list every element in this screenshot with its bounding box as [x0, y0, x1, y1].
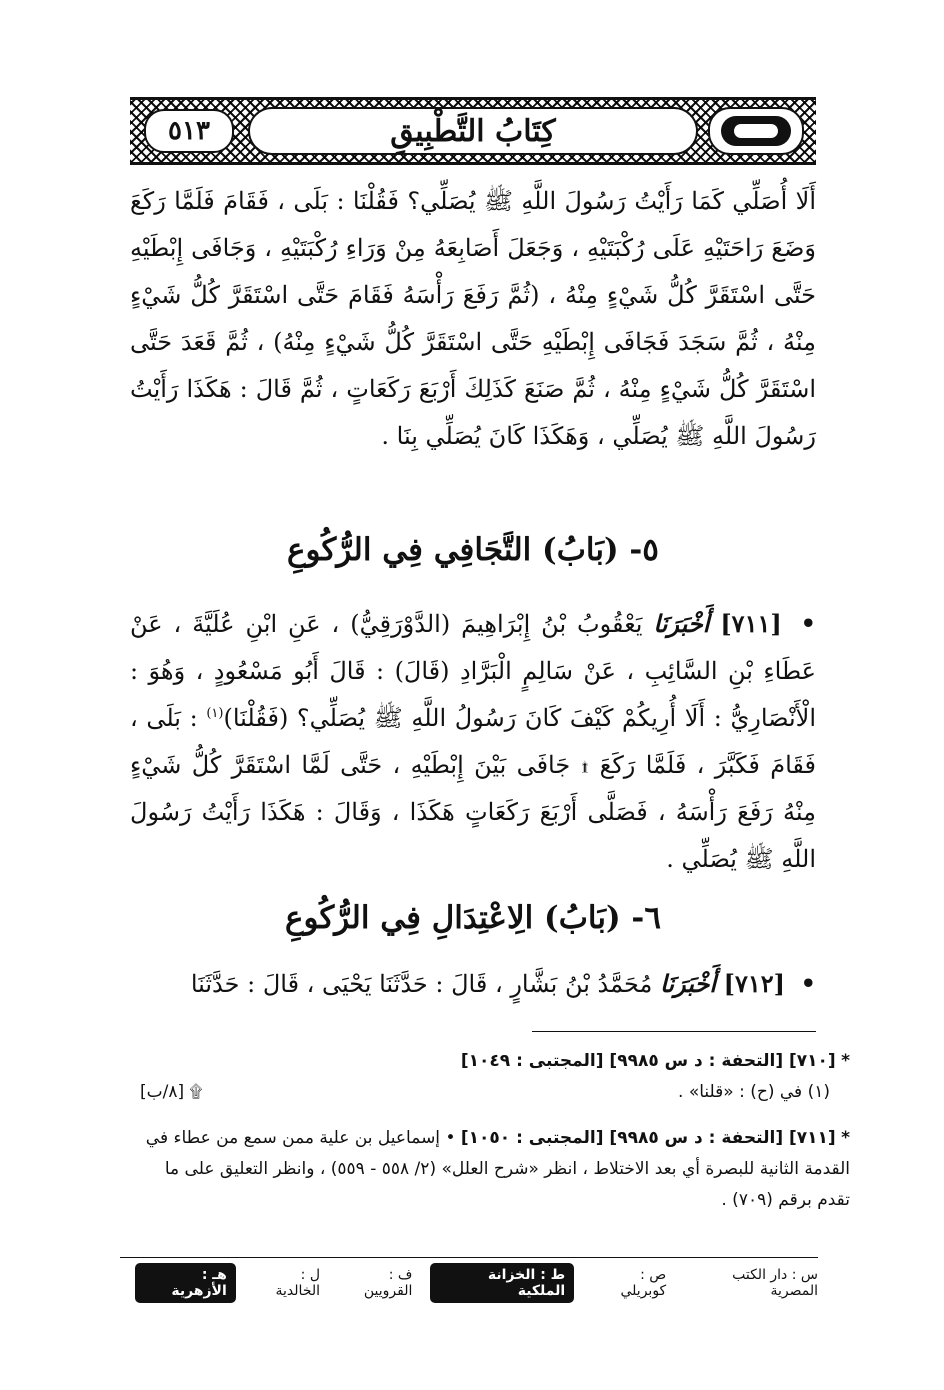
- hadith-710-continuation: [130, 178, 816, 460]
- folio-marker: ۩ [٨/ب]: [140, 1082, 203, 1102]
- legend-item-s: س : دار الكتب المصرية: [732, 1267, 818, 1299]
- footnote-710-details: [130, 1077, 850, 1108]
- bullet-icon: •: [800, 609, 816, 638]
- legend-separator: [120, 1257, 818, 1258]
- hadith-711-paragraph: [130, 600, 816, 883]
- book-title: كِتَابُ التَّطْبِيقِ: [390, 113, 556, 149]
- hadith-711: [130, 600, 816, 883]
- chapter-heading-5: ٥- (بَابُ) التَّجَافِي فِي الرُّكُوعِ: [287, 532, 659, 568]
- hadith-711-text-b: : بَلَى ، فَقَامَ فَكَبَّرَ ، فَلَمَّا رَكَعَ ۩ جَافَى بَيْنَ إِبْطَيْهِ ، حَتَّى لَمَّا اسْتَقَرَّ كُلُّ شَيْءٍ مِنْهُ رَفَعَ رَأْسَهُ ، فَصَلَّى أَرْبَعَ رَكَعَاتٍ هَكَذَا ، وَقَالَ : هَكَذَا رَأَيْتُ رَسُولَ اللَّهِ ﷺ يُصَلِّي .: [130, 704, 817, 873]
- legend-item-l: ل : الخالدية: [275, 1267, 321, 1299]
- footnote-710: [130, 1046, 850, 1077]
- akhbarana-word: أَخْبَرَنَا: [660, 969, 716, 998]
- footnote-711-ref: [٧١١] [التحفة : د س ٩٩٨٥] [المجتبى : ١٠٥٠]: [460, 1128, 836, 1148]
- hadith-number: [٧١١]: [720, 609, 782, 638]
- footnote-row: [140, 1077, 850, 1108]
- ornamental-roundel-icon: [708, 107, 804, 155]
- hadith-711-text-a: يَعْقُوبُ بْنُ إِبْرَاهِيمَ (الدَّوْرَقِيُّ) ، عَنِ ابْنِ عُلَيَّةَ ، عَنْ عَطَاءِ بْنِ السَّائِبِ ، عَنْ سَالِمٍ الْبَرَّادِ (قَالَ) : قَالَ أَبُو مَسْعُودٍ ، وَهُوَ : الْأَنْصَارِيُّ : أَلَا أُرِيكُمْ كَيْفَ كَانَ رَسُولُ اللَّهِ ﷺ يُصَلِّي؟ (فَقُلْنَا): [130, 610, 816, 732]
- legend-item-t: ط : الخزانة الملكية: [430, 1263, 574, 1303]
- footnote-separator: [532, 1031, 816, 1032]
- bullet-icon: •: [800, 969, 816, 998]
- hadith-712-paragraph: [130, 960, 816, 1008]
- legend-item-f: ف : القرويين: [363, 1267, 413, 1299]
- hadith-number: [٧١٢]: [723, 969, 786, 998]
- asterisk-icon: *: [841, 1128, 850, 1148]
- asterisk-icon: *: [841, 1051, 850, 1071]
- footnote-710-ref: [٧١٠] [التحفة : د س ٩٩٨٥] [المجتبى : ١٠٤٩]: [460, 1051, 836, 1071]
- hadith-712: [130, 960, 816, 1008]
- hadith-712-text: مُحَمَّدُ بْنُ بَشَّارٍ ، قَالَ : حَدَّثَنَا يَحْيَى ، قَالَ : حَدَّثَنَا: [190, 970, 653, 998]
- page-number-frame: [144, 109, 234, 153]
- footnote-mark: (١): [206, 706, 224, 721]
- footnote-711: [130, 1123, 850, 1216]
- footnote-1: (١) في (ح) : «قلنا» .: [678, 1082, 830, 1102]
- roundel-core: [721, 116, 791, 146]
- intro-paragraph: أَلَا أُصَلِّي كَمَا رَأَيْتُ رَسُولَ اللَّهِ ﷺ يُصَلِّي؟ فَقُلْنَا : بَلَى ، فَقَامَ فَلَمَّا رَكَعَ وَضَعَ رَاحَتَيْهِ عَلَى رُكْبَتَيْهِ ، وَجَعَلَ أَصَابِعَهُ مِنْ وَرَاءِ رُكْبَتَيْهِ ، وَجَافَى إِبْطَيْهِ حَتَّى اسْتَقَرَّ كُلُّ شَيْءٍ مِنْهُ ، (ثُمَّ رَفَعَ رَأْسَهُ فَقَامَ حَتَّى اسْتَقَرَّ كُلُّ شَيْءٍ مِنْهُ ، ثُمَّ سَجَدَ فَجَافَى إِبْطَيْهِ حَتَّى اسْتَقَرَّ كُلُّ شَيْءٍ مِنْهُ) ، ثُمَّ قَعَدَ حَتَّى اسْتَقَرَّ كُلُّ شَيْءٍ مِنْهُ ، ثُمَّ صَنَعَ كَذَلِكَ أَرْبَعَ رَكَعَاتٍ ، ثُمَّ قَالَ : هَكَذَا رَأَيْتُ رَسُولَ اللَّهِ ﷺ يُصَلِّي ، وَهَكَذَا كَانَ يُصَلِّي بِنَا .: [130, 187, 816, 450]
- chapter-heading-6: ٦- (بَابُ) الِاعْتِدَالِ فِي الرُّكُوعِ: [285, 900, 661, 936]
- akhbarana-word: أَخْبَرَنَا: [653, 609, 710, 638]
- legend-item-s2: ص : كوبريلي: [620, 1267, 667, 1299]
- page-number: ٥١٣: [168, 116, 210, 146]
- page-header: [130, 97, 816, 165]
- manuscript-legend: [135, 1263, 818, 1303]
- title-cartouche: [248, 107, 698, 155]
- footnote-711-text: • إسماعيل بن علية ممن سمع من عطاء في القدمة الثانية للبصرة أي بعد الاختلاط ، انظر «شرح العلل» (٢/ ٥٥٨ - ٥٥٩) ، وانظر التعليق على ما تقدم برقم (٧٠٩) .: [145, 1128, 850, 1210]
- legend-item-h: هـ : الأزهرية: [135, 1263, 236, 1303]
